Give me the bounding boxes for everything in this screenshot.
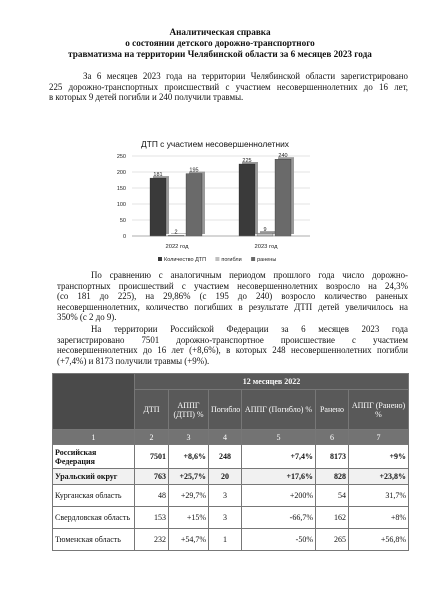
title-line-3: травматизма на территории Челябинской области за 6 месяцев 2023 года (68, 49, 372, 59)
russia-line: зарегистрировано 7501 дорожно-транспортное происшествие с участием (57, 334, 408, 345)
killed-pct-cell: +17,6% (242, 469, 316, 485)
injured-cell: 162 (316, 507, 349, 529)
column-number: 7 (349, 430, 409, 445)
killed-pct-cell: -66,7% (242, 507, 316, 529)
comparison-line: несовершеннолетних, количество погибших в результате ДТП детей увеличилось на (57, 301, 408, 312)
killed-cell: 3 (209, 507, 242, 529)
table-row (53, 485, 409, 507)
legend-label: Количество ДТП (164, 257, 207, 263)
comparison-paragraph (57, 270, 408, 323)
bar-value-label: 181 (153, 172, 163, 179)
dtp-cell: 232 (135, 529, 169, 551)
russia-line: На территории Российской Федерации за 6 месяцев 2023 года (91, 324, 408, 334)
y-tick-label: 150 (116, 186, 126, 192)
dtp-cell: 7501 (135, 445, 169, 469)
killed-cell: 1 (209, 529, 242, 551)
column-number: 1 (53, 430, 135, 445)
killed-pct-cell: +7,4% (242, 445, 316, 469)
table-header-cell: ДТП (135, 390, 169, 430)
dtp-pct-cell: +15% (169, 507, 209, 529)
bar (186, 174, 202, 236)
dtp-cell: 763 (135, 469, 169, 485)
bar-value-label: 195 (189, 167, 199, 174)
table-corner-cell (53, 374, 135, 430)
killed-cell: 20 (209, 469, 242, 485)
x-axis-labels (166, 244, 279, 250)
table-row (53, 445, 409, 469)
table-period-header: 12 месяцев 2022 (135, 374, 409, 390)
table-header-cell: АППГ (Ранено) % (349, 390, 409, 430)
comparison-line: (со 181 до 225), на 29,86% (с 195 до 240) возросло количество раненых (57, 291, 408, 302)
table-row (53, 529, 409, 551)
killed-pct-cell: +200% (242, 485, 316, 507)
region-cell: Свердловская область (53, 507, 135, 529)
killed-cell: 248 (209, 445, 242, 469)
column-number: 5 (242, 430, 316, 445)
title-line-1: Аналитическая справка (169, 27, 271, 37)
legend-label: ранены (257, 257, 277, 263)
bar (257, 233, 273, 236)
bar-value-label: 9 (263, 227, 267, 234)
russia-paragraph (57, 324, 408, 366)
bar (239, 164, 255, 236)
y-tick-label: 50 (119, 218, 126, 224)
killed-cell: 3 (209, 485, 242, 507)
table-header-cell: АППГ (Погибло) % (242, 390, 316, 430)
dtp-pct-cell: +29,7% (169, 485, 209, 507)
region-cell: Тюменская область (53, 529, 135, 551)
injured-cell: 265 (316, 529, 349, 551)
statistics-table (52, 373, 409, 551)
region-cell: Российская Федерация (53, 445, 135, 469)
x-tick-label: 2023 год (254, 244, 278, 250)
bar (150, 178, 166, 236)
dtp-cell: 48 (135, 485, 169, 507)
x-tick-label: 2022 год (165, 244, 189, 250)
killed-pct-cell: -50% (242, 529, 316, 551)
injured-pct-cell: +9% (349, 445, 409, 469)
russia-line: (+7,4%) и 8173 получили травмы (+9%). (57, 355, 210, 366)
column-number: 3 (169, 430, 209, 445)
column-number: 4 (209, 430, 242, 445)
table-row (53, 507, 409, 529)
bar-chart (100, 150, 330, 270)
injured-pct-cell: 31,7% (349, 485, 409, 507)
y-tick-label: 0 (122, 234, 126, 240)
bar-shadow (171, 233, 187, 234)
injured-cell: 828 (316, 469, 349, 485)
chart-legend (158, 257, 276, 263)
intro-line: 225 дорожно-транспортных происшествий с участием несовершеннолетних до 16 лет, (49, 81, 408, 92)
chart-bars (132, 153, 310, 236)
intro-line: За 6 месяцев 2023 года на территории Челябинской области зарегистрировано (83, 71, 408, 81)
injured-pct-cell: +23,8% (349, 469, 409, 485)
intro-line: в которых 9 детей погибли и 240 получили травмы. (49, 92, 244, 103)
dtp-pct-cell: +54,7% (169, 529, 209, 551)
y-axis-ticks (117, 154, 126, 240)
column-number: 6 (316, 430, 349, 445)
dtp-pct-cell: +25,7% (169, 469, 209, 485)
injured-pct-cell: +56,8% (349, 529, 409, 551)
table-header-cell: АППГ (ДТП) % (169, 390, 209, 430)
comparison-line: 350% (с 2 до 9). (57, 312, 117, 323)
dtp-cell: 153 (135, 507, 169, 529)
injured-cell: 8173 (316, 445, 349, 469)
title-line-2: о состоянии детского дорожно-транспортного (125, 38, 315, 48)
region-cell: Курганская область (53, 485, 135, 507)
table-header-cell: Погибло (209, 390, 242, 430)
y-tick-label: 100 (116, 202, 126, 208)
injured-pct-cell: +8% (349, 507, 409, 529)
bar (275, 159, 291, 236)
bar-value-label: 240 (278, 153, 288, 160)
legend-swatch (158, 257, 162, 261)
legend-label: погибли (221, 257, 242, 263)
document-title (40, 27, 400, 60)
y-tick-label: 250 (116, 154, 126, 160)
region-cell: Уральский округ (53, 469, 135, 485)
table-row (53, 469, 409, 485)
intro-paragraph (49, 71, 408, 103)
table-header-cell: Ранено (316, 390, 349, 430)
y-tick-label: 200 (116, 170, 126, 176)
injured-cell: 54 (316, 485, 349, 507)
russia-line: несовершеннолетних до 16 лет (+8,6%), в которых 248 несовершеннолетних погибли (57, 345, 408, 356)
bar-value-label: 2 (174, 229, 178, 236)
comparison-line: транспортных происшествий с участием несовершеннолетних возросло на 24,3% (57, 280, 408, 291)
bar-value-label: 225 (242, 158, 252, 164)
column-number: 2 (135, 430, 169, 445)
legend-swatch (215, 257, 219, 261)
dtp-pct-cell: +8,6% (169, 445, 209, 469)
comparison-line: По сравнению с аналогичным периодом прошлого года число дорожно- (91, 270, 408, 280)
legend-swatch (251, 257, 255, 261)
chart-title: ДТП с участием несовершеннолетних (141, 139, 289, 149)
